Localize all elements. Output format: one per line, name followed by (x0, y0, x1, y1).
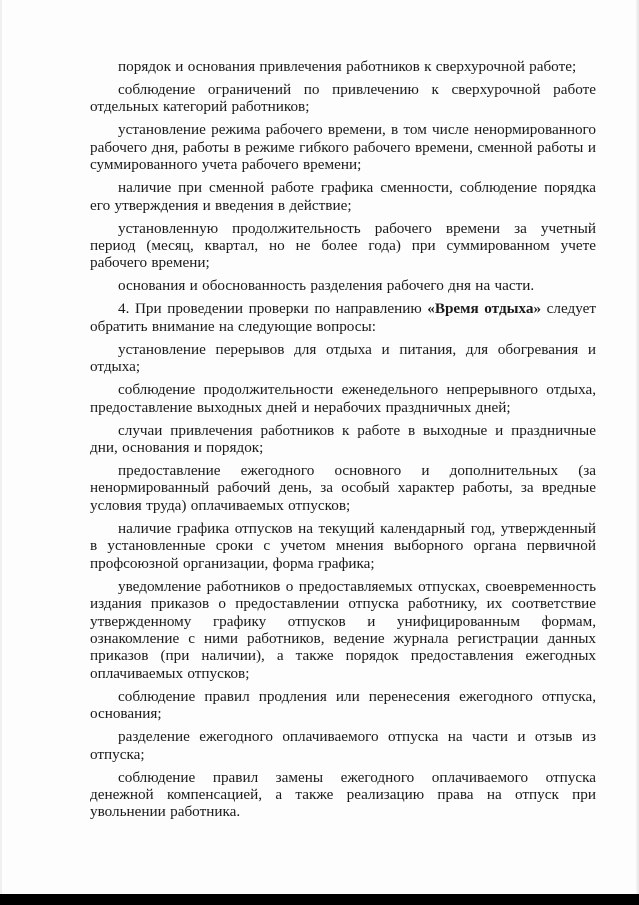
paragraph-overtime-procedure: порядок и основания привлечения работников к сверхурочной работе; (118, 58, 577, 75)
paragraph-accounting-period: установленную продолжительность рабочего времени за учетный период (месяц, квартал, но не более года) при суммированном учете рабочего времени; (90, 219, 596, 272)
paragraph-split-workday: основания и обоснованность разделения рабочего дня на части. (118, 277, 535, 295)
paragraph-breaks: установление перерывов для отдыха и питания, для обогревания и отдыха; (90, 340, 596, 376)
scan-bottom-border (0, 894, 639, 905)
paragraph-leave-division: разделение ежегодного оплачиваемого отпуска на части и отзыв из отпуска; (90, 728, 596, 763)
paragraph-leave-schedule: наличие графика отпусков на текущий календарный год, утвержденный в установленные сроки с учетом мнения выборного органа первичной профсоюзной организации, форма графика; (90, 519, 596, 572)
rest-time-prefix: 4. При проведении проверки по направлению (118, 300, 428, 318)
paragraph-weekly-rest: соблюдение продолжительности еженедельного непрерывного отдыха, предоставление выходных дней и нерабочих праздничных дней; (90, 381, 596, 416)
paragraph-shift-schedule: наличие при сменной работе графика сменности, соблюдение порядка его утверждения и введения в действие; (90, 179, 596, 214)
paragraph-weekend-work: случаи привлечения работников к работе в выходные и праздничные дни, основания и порядок; (90, 421, 596, 457)
paragraph-annual-leave: предоставление ежегодного основного и дополнительных (за ненормированный рабочий день, за особый характер работы, за вредные условия труда) оплачиваемых отпусков; (90, 462, 596, 514)
paragraph-leave-notification: уведомление работников о предоставляемых отпусках, своевременность издания приказов о предоставлении отпуска работнику, их соответствие утвержденному графику отпусков и унифицированным формам, ознакомление с ними работников, ведение журнала регистрации данных приказов (при наличии), а также порядок предоставления ежегодных оплачиваемых отпусков; (90, 577, 596, 682)
rest-time-bold-term: «Время отдыха» (427, 300, 542, 318)
paragraph-leave-compensation: соблюдение правил замены ежегодного оплачиваемого отпуска денежной компенсацией, а также реализацию права на отпуск при увольнении работника. (90, 768, 596, 821)
scan-left-edge (0, 0, 2, 905)
document-body (90, 58, 596, 826)
paragraph-overtime-restrictions: соблюдение ограничений по привлечению к сверхурочной работе отдельных категорий работников; (90, 81, 596, 116)
rest-time-suffix: следует обратить внимание на следующие вопросы: (90, 300, 597, 335)
paragraph-rest-time-heading (90, 300, 596, 335)
paragraph-working-time-regime: установление режима рабочего времени, в том числе ненормированного рабочего дня, работы в режиме гибкого рабочего времени, сменной работы и суммированного учета рабочего времени; (90, 121, 596, 174)
paragraph-leave-extension: соблюдение правил продления или перенесения ежегодного отпуска, основания; (90, 687, 596, 723)
